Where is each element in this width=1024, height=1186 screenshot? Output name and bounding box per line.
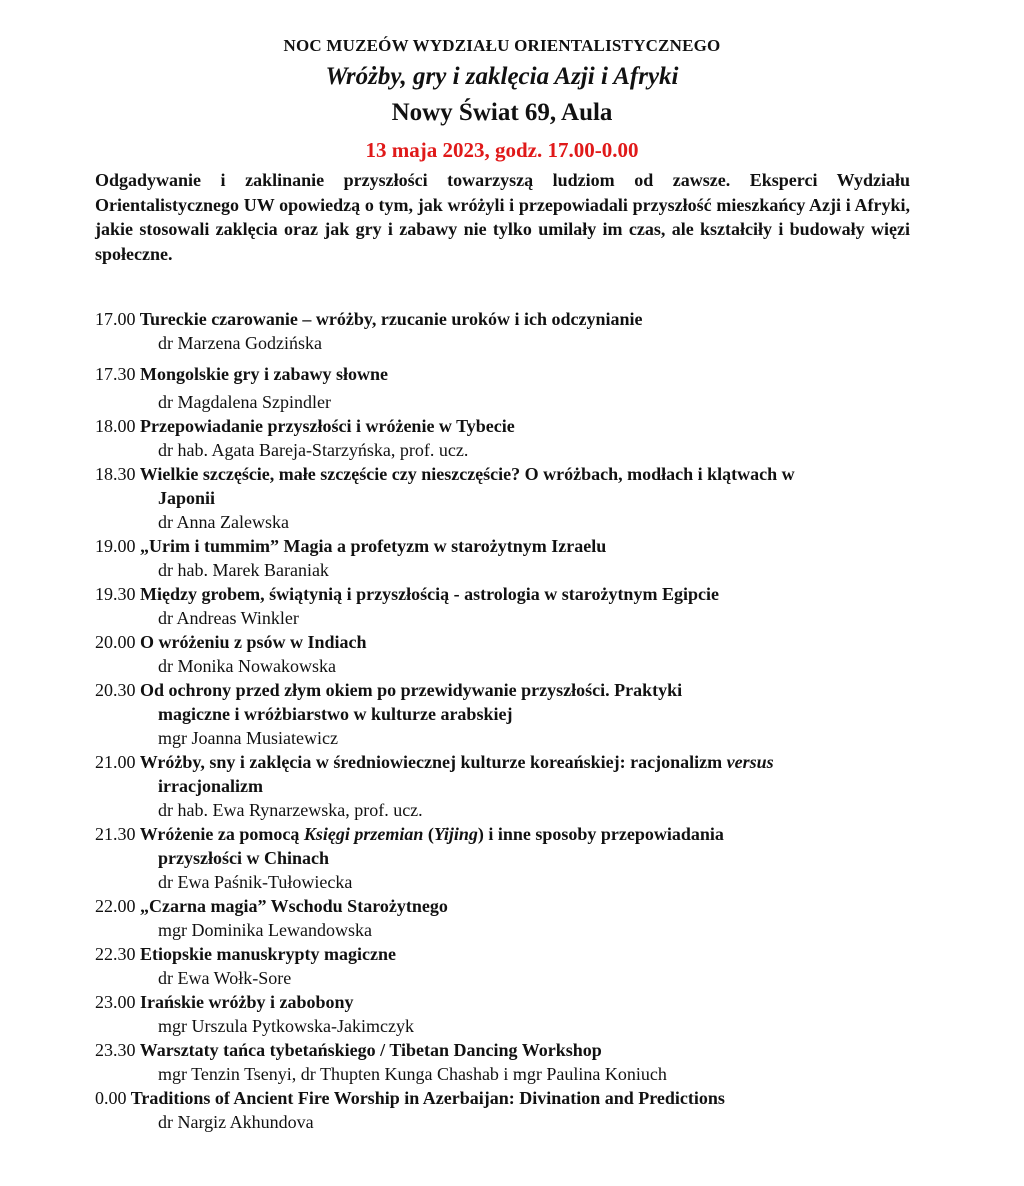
entry-time: 23.30 [95, 1040, 136, 1060]
entry-title-part: ) i inne sposoby przepowiadania [477, 824, 724, 844]
entry-title-part: ( [427, 824, 434, 844]
entry-title-italic: versus [726, 752, 774, 772]
entry-time: 19.30 [95, 584, 136, 604]
program-entry [95, 990, 925, 1038]
entry-title-line [95, 362, 925, 386]
entry-title: „Czarna magia” Wschodu Starożytnego [140, 896, 448, 916]
entry-title-line [95, 414, 925, 438]
entry-time: 0.00 [95, 1088, 127, 1108]
entry-title: Wróżby, sny i zaklęcia w średniowiecznej kulturze koreańskiej: racjonalizm [139, 752, 723, 772]
entry-time: 22.30 [95, 944, 136, 964]
entry-title: Między grobem, świątynią i przyszłością - astrologia w starożytnym Egipcie [140, 584, 719, 604]
entry-time: 20.30 [95, 680, 136, 700]
entry-title: Przepowiadanie przyszłości i wróżenie w Tybecie [140, 416, 515, 436]
entry-title-italic: Yijing [433, 824, 478, 844]
entry-title-line [95, 534, 925, 558]
program-entry [95, 822, 925, 894]
entry-time: 18.00 [95, 416, 136, 436]
entry-speaker: dr hab. Agata Bareja-Starzyńska, prof. ucz. [158, 440, 469, 460]
program-entry [95, 678, 925, 750]
entry-title-line [95, 1086, 925, 1110]
entry-speaker: mgr Urszula Pytkowska-Jakimczyk [158, 1016, 414, 1036]
entry-title: Irańskie wróżby i zabobony [140, 992, 354, 1012]
entry-title: Mongolskie gry i zabawy słowne [140, 364, 389, 384]
entry-speaker: dr Andreas Winkler [158, 608, 299, 628]
entry-time: 21.30 [95, 824, 136, 844]
entry-speaker: dr Ewa Paśnik-Tułowiecka [158, 872, 353, 892]
program-entry [95, 534, 925, 582]
entry-speaker: dr Monika Nowakowska [158, 656, 336, 676]
entry-time: 22.00 [95, 896, 136, 916]
entry-title-continuation: Japonii [158, 488, 216, 508]
event-title: Wróżby, gry i zaklęcia Azji i Afryki [325, 63, 679, 90]
entry-title-line [95, 750, 925, 774]
entry-time: 23.00 [95, 992, 136, 1012]
program-entry [95, 750, 925, 822]
program-entry [95, 1038, 925, 1086]
entry-title-line [95, 822, 925, 846]
entry-title-part: Wróżenie za pomocą [139, 824, 300, 844]
program-entry [95, 307, 925, 355]
entry-speaker: dr Nargiz Akhundova [158, 1112, 314, 1132]
entry-speaker: dr hab. Marek Baraniak [158, 560, 329, 580]
entry-title-continuation: irracjonalizm [158, 776, 263, 796]
event-heading: NOC MUZEÓW WYDZIAŁU ORIENTALISTYCZNEGO [283, 36, 721, 55]
entry-speaker: dr Ewa Wołk-Sore [158, 968, 292, 988]
entry-time: 17.00 [95, 309, 136, 329]
entry-title-line [95, 307, 925, 331]
entry-title-line [95, 678, 925, 702]
entry-title: „Urim i tummim” Magia a profetyzm w starożytnym Izraelu [140, 536, 607, 556]
entry-time: 20.00 [95, 632, 136, 652]
entry-speaker: mgr Dominika Lewandowska [158, 920, 372, 940]
entry-title-line [95, 1038, 925, 1062]
entry-title: Traditions of Ancient Fire Worship in Azerbaijan: Divination and Predictions [130, 1088, 725, 1108]
entry-title: Od ochrony przed złym okiem po przewidywanie przyszłości. Praktyki [140, 680, 683, 700]
entry-title: Wielkie szczęście, małe szczęście czy nieszczęście? O wróżbach, modłach i klątwach w [139, 464, 795, 484]
entry-title-continuation: magiczne i wróżbiarstwo w kulturze arabskiej [158, 704, 513, 724]
entry-title-line [95, 582, 925, 606]
entry-speaker: mgr Tenzin Tsenyi, dr Thupten Kunga Chashab i mgr Paulina Koniuch [158, 1064, 667, 1084]
entry-title: Tureckie czarowanie – wróżby, rzucanie uroków i ich odczynianie [139, 309, 643, 329]
entry-title: Etiopskie manuskrypty magiczne [140, 944, 397, 964]
intro-paragraph: Odgadywanie i zaklinanie przyszłości towarzyszą ludziom od zawsze. Eksperci Wydziału Orientalistycznego UW opowiedzą o tym, jak wróżyli i przepowiadali przyszłość mieszkańcy Azji i Afryki, jakie stosowali zaklęcia oraz jak gry i zabawy nie tylko umilały im czas, ale kształciły i budowały więzi społeczne. [95, 170, 910, 264]
entry-time: 21.00 [95, 752, 136, 772]
entry-speaker: dr Magdalena Szpindler [158, 392, 331, 412]
event-date: 13 maja 2023, godz. 17.00-0.00 [365, 138, 639, 162]
entry-speaker: dr hab. Ewa Rynarzewska, prof. ucz. [158, 800, 423, 820]
entry-title: O wróżeniu z psów w Indiach [140, 632, 367, 652]
entry-title-line [95, 462, 925, 486]
entry-speaker: dr Marzena Godzińska [158, 333, 322, 353]
entry-time: 19.00 [95, 536, 136, 556]
event-location: Nowy Świat 69, Aula [391, 99, 613, 126]
program-entry [95, 630, 925, 678]
entry-time: 18.30 [95, 464, 136, 484]
entry-title-italic: Księgi przemian [303, 824, 424, 844]
entry-title: Warsztaty tańca tybetańskiego / Tibetan Dancing Workshop [139, 1040, 602, 1060]
program-entry [95, 942, 925, 990]
program-entry [95, 1086, 925, 1134]
program-entry [95, 362, 925, 414]
entry-title-line [95, 630, 925, 654]
entry-speaker: dr Anna Zalewska [158, 512, 289, 532]
program-entry [95, 894, 925, 942]
entry-title-line [95, 942, 925, 966]
program-entry [95, 414, 925, 462]
program-entry [95, 582, 925, 630]
entry-time: 17.30 [95, 364, 136, 384]
entry-title-line [95, 990, 925, 1014]
entry-speaker: mgr Joanna Musiatewicz [158, 728, 338, 748]
program-entry [95, 462, 925, 534]
entry-title-line [95, 894, 925, 918]
entry-title-continuation: przyszłości w Chinach [158, 848, 329, 868]
